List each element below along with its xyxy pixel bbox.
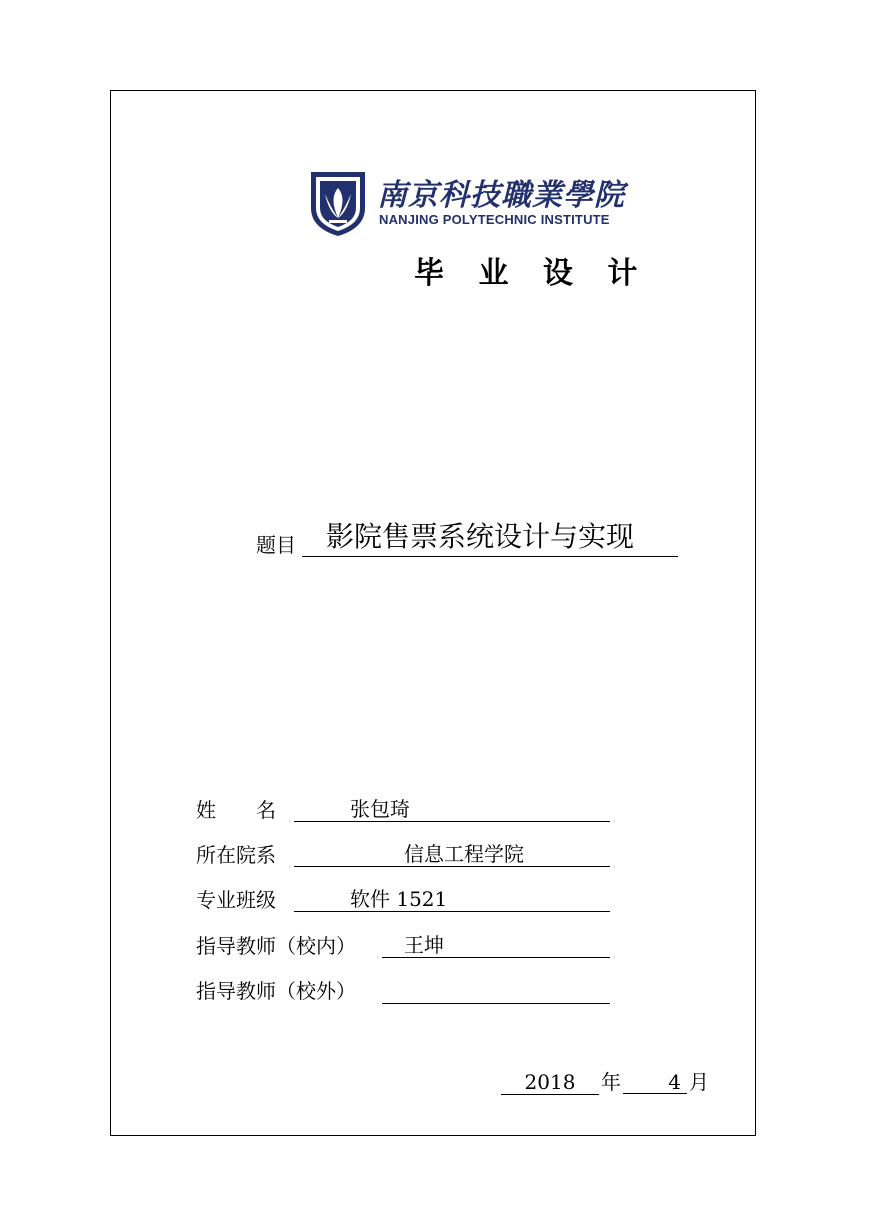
date-month-unit: 月 <box>689 1070 709 1094</box>
field-value-department: 信息工程学院 <box>294 841 610 867</box>
field-value-internal-advisor: 王坤 <box>382 932 610 958</box>
field-label: 指导教师（校内） <box>196 934 356 958</box>
date-year-unit: 年 <box>601 1070 621 1094</box>
logo-chinese-name: 南京科技職業學院 <box>377 178 625 213</box>
university-logo <box>305 160 625 246</box>
field-label: 姓 名 <box>196 798 276 822</box>
field-value-class: 软件 1521 <box>294 886 610 912</box>
logo-english-name: NANJING POLYTECHNIC INSTITUTE <box>379 212 610 227</box>
date-year: 2018 <box>501 1070 599 1095</box>
title-label: 题目 <box>256 533 296 557</box>
date-month: 4 <box>623 1070 687 1094</box>
field-value-external-advisor <box>382 977 610 1004</box>
field-value-name: 张包琦 <box>294 796 610 822</box>
document-type-heading: 毕 业 设 计 <box>414 256 650 291</box>
field-label: 专业班级 <box>196 888 276 912</box>
thesis-title: 影院售票系统设计与实现 <box>302 518 678 557</box>
field-label: 指导教师（校外） <box>196 979 356 1003</box>
nanjing-polytechnic-emblem-icon <box>307 168 369 238</box>
field-label: 所在院系 <box>196 843 276 867</box>
